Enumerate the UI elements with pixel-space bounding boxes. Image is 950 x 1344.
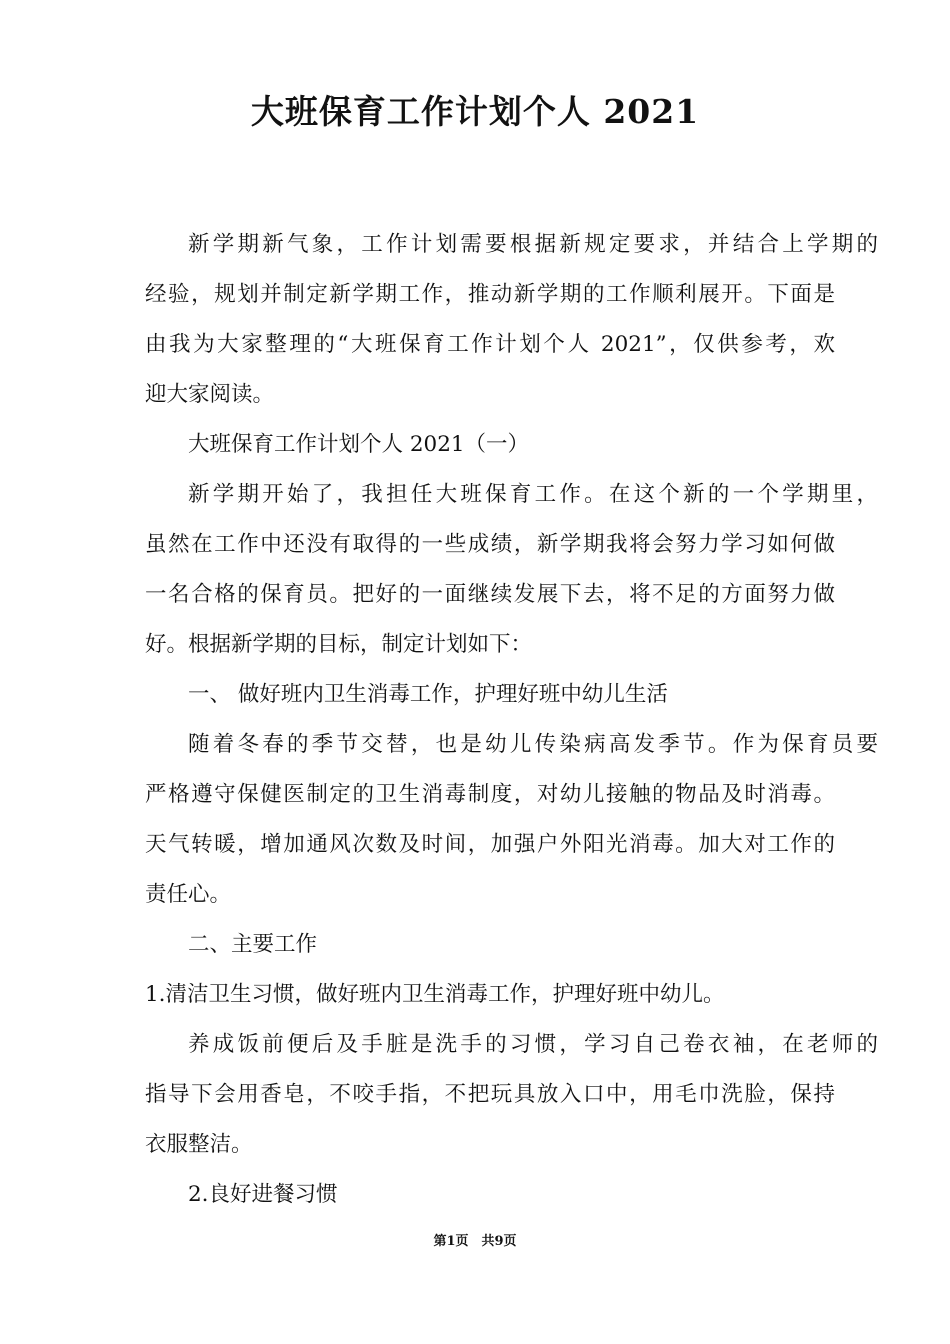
paragraph-line: 由我为大家整理的“大班保育工作计划个人 2021”，仅供参考，欢	[145, 332, 835, 357]
list-item-heading: 2.良好进餐习惯	[188, 1182, 338, 1207]
section-heading: 一、 做好班内卫生消毒工作，护理好班中幼儿生活	[188, 682, 668, 707]
paragraph-line: 严格遵守保健医制定的卫生消毒制度，对幼儿接触的物品及时消毒。	[145, 782, 835, 807]
section-heading: 大班保育工作计划个人 2021（一）	[188, 432, 530, 457]
paragraph-line: 经验，规划并制定新学期工作，推动新学期的工作顺利展开。下面是	[145, 282, 835, 307]
paragraph-line: 责任心。	[145, 882, 232, 907]
paragraph-line: 新学期开始了，我担任大班保育工作。在这个新的一个学期里，	[188, 482, 878, 507]
document-title: 大班保育工作计划个人 2021	[250, 92, 700, 131]
paragraph-line: 好。根据新学期的目标，制定计划如下：	[145, 632, 533, 657]
paragraph-line: 迎大家阅读。	[145, 382, 275, 407]
paragraph-line: 虽然在工作中还没有取得的一些成绩，新学期我将会努力学习如何做	[145, 532, 835, 557]
paragraph-line: 养成饭前便后及手脏是洗手的习惯，学习自己卷衣袖，在老师的	[188, 1032, 878, 1057]
section-heading: 二、主要工作	[188, 932, 318, 957]
page-indicator: 第1页 共9页	[433, 1234, 517, 1249]
paragraph-line: 衣服整洁。	[145, 1132, 253, 1157]
paragraph-line: 随着冬春的季节交替，也是幼儿传染病高发季节。作为保育员要	[188, 732, 878, 757]
list-item-heading: 1.清洁卫生习惯，做好班内卫生消毒工作，护理好班中幼儿。	[145, 982, 725, 1007]
paragraph-line: 天气转暖，增加通风次数及时间，加强户外阳光消毒。加大对工作的	[145, 832, 835, 857]
paragraph-line: 一名合格的保育员。把好的一面继续发展下去，将不足的方面努力做	[145, 582, 835, 607]
paragraph-line: 指导下会用香皂，不咬手指，不把玩具放入口中，用毛巾洗脸，保持	[145, 1082, 835, 1107]
paragraph-line: 新学期新气象，工作计划需要根据新规定要求，并结合上学期的	[188, 232, 878, 257]
